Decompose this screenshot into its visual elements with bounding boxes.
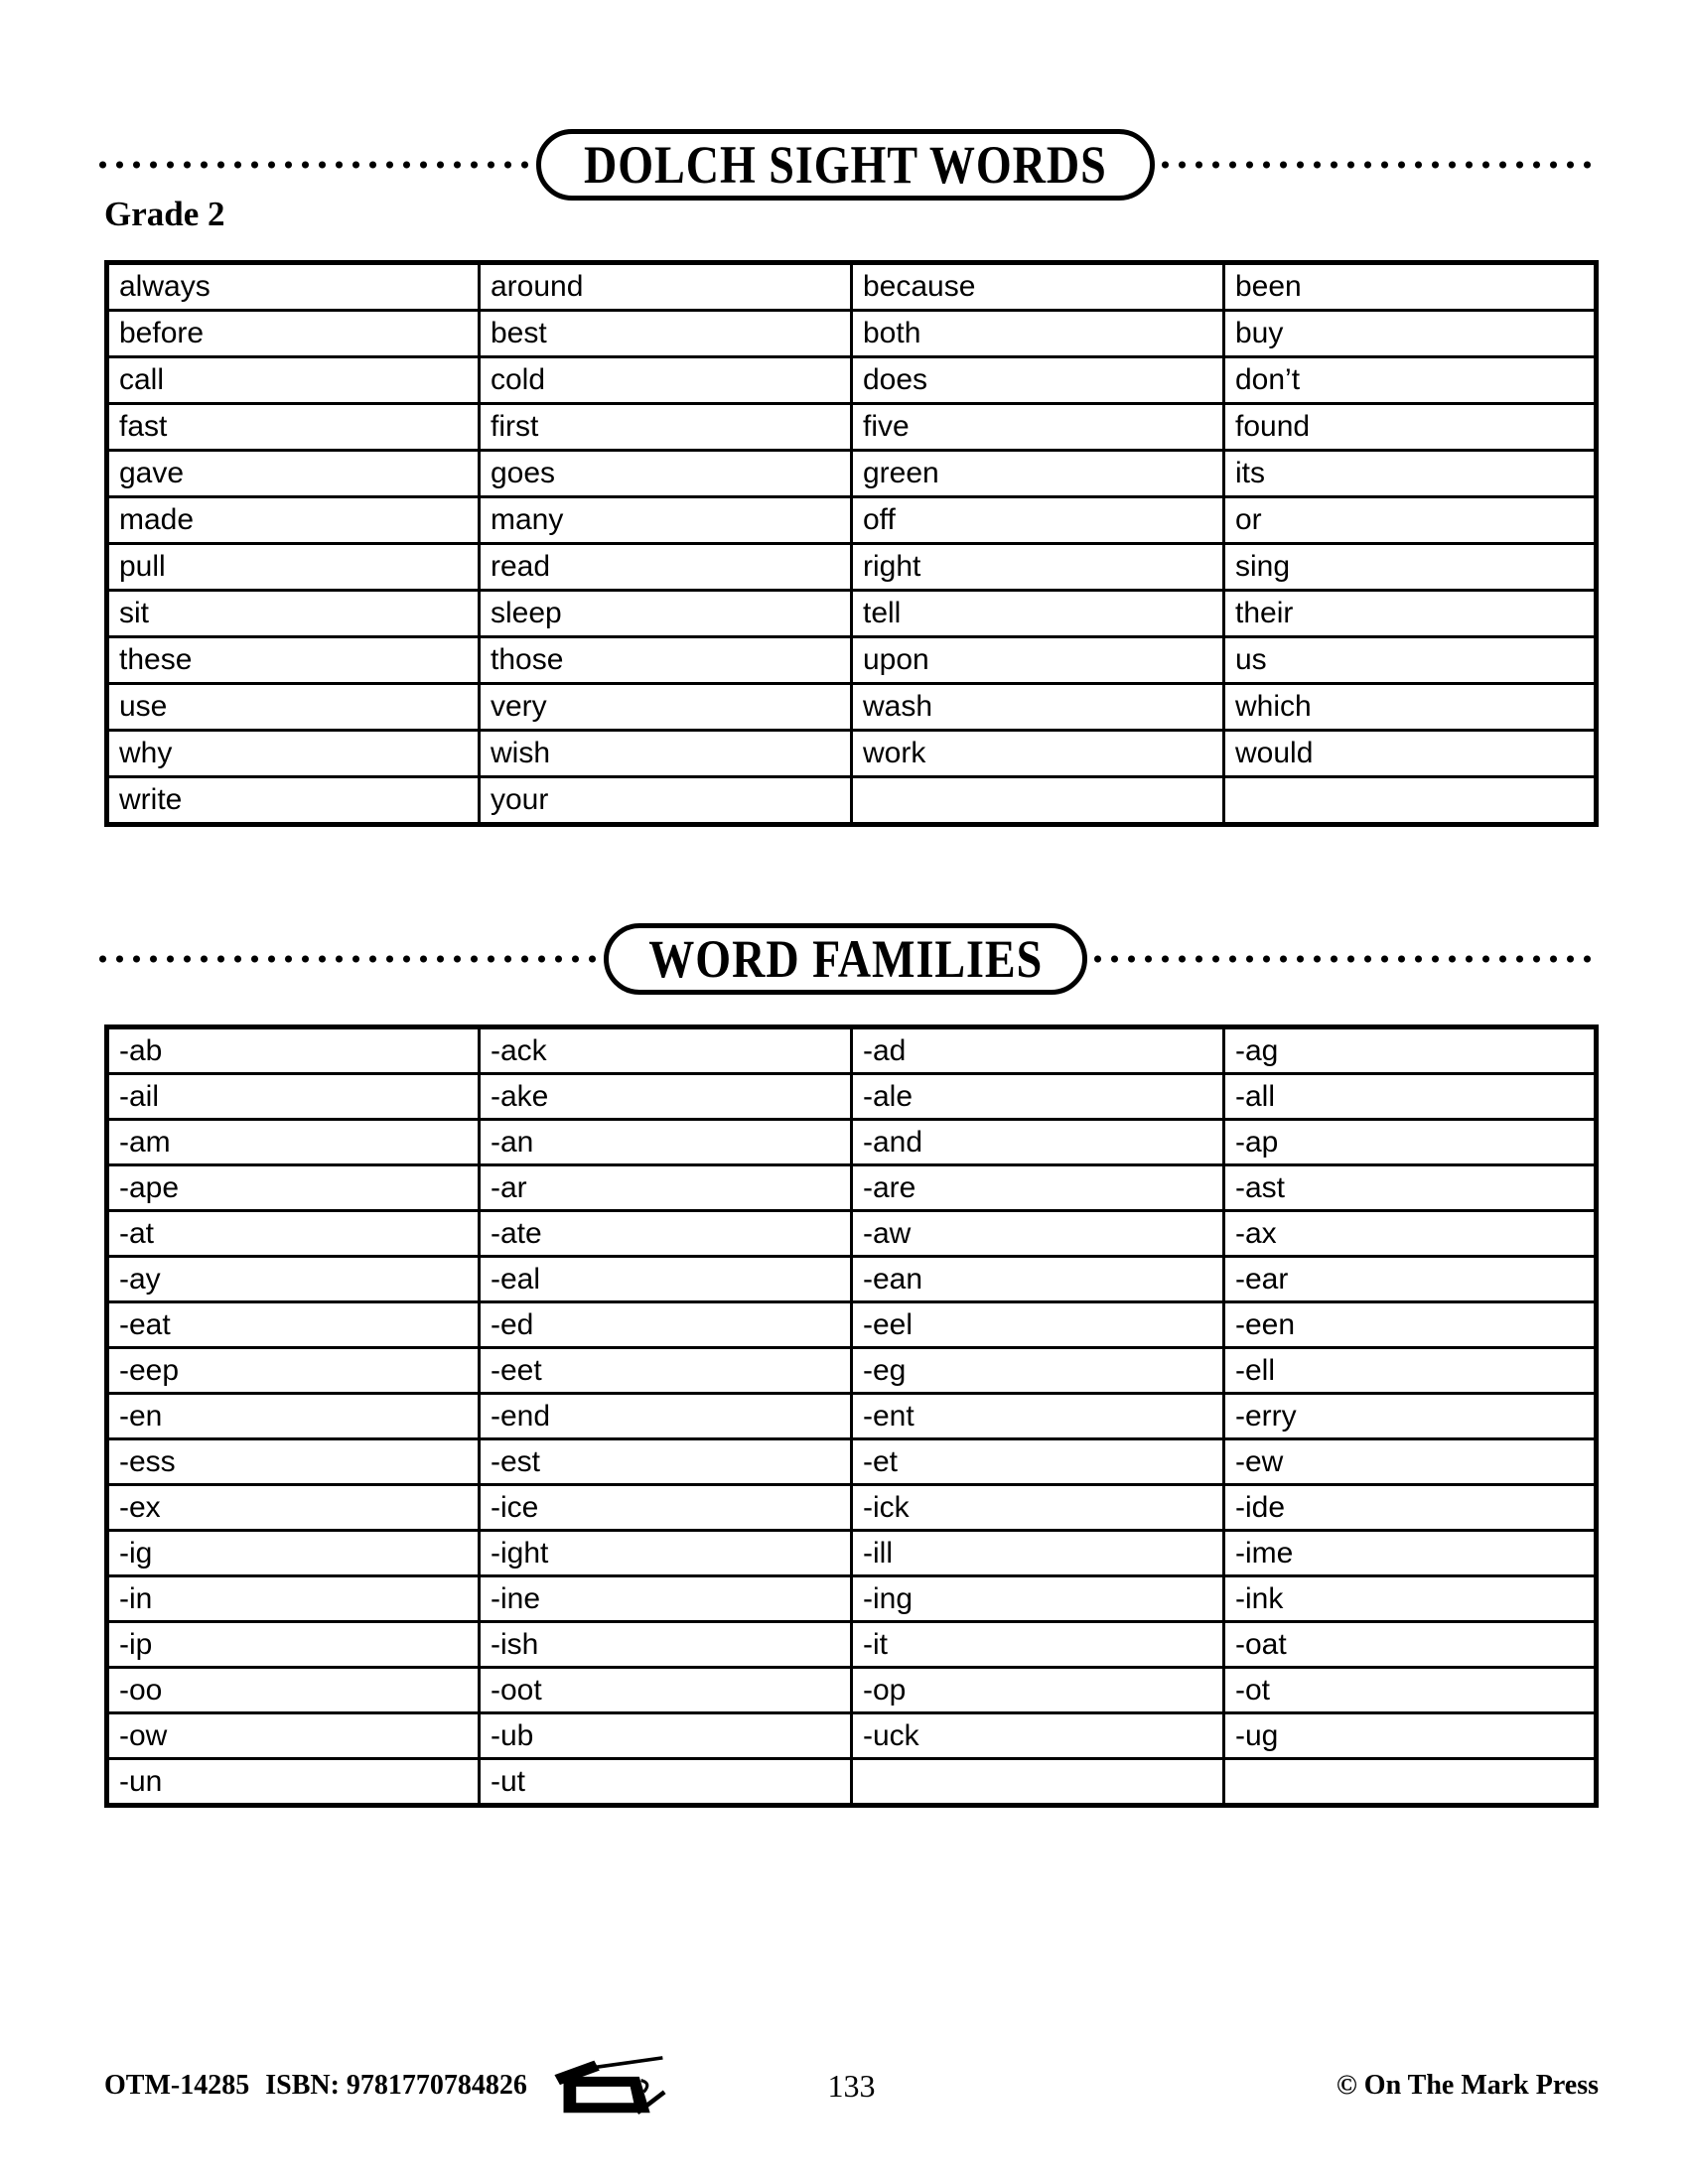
sight-words-banner: [94, 129, 1597, 201]
table-cell: very: [480, 684, 852, 731]
table-cell: around: [480, 263, 852, 311]
table-row: [107, 1211, 1597, 1257]
table-row: [107, 1394, 1597, 1439]
table-cell: -ex: [107, 1485, 480, 1531]
table-cell: off: [852, 497, 1224, 544]
table-cell: its: [1224, 451, 1597, 497]
table-cell: upon: [852, 637, 1224, 684]
table-cell: -ish: [480, 1622, 852, 1668]
table-row: [107, 451, 1597, 497]
table-cell: [1224, 777, 1597, 825]
table-cell: -ent: [852, 1394, 1224, 1439]
table-cell: green: [852, 451, 1224, 497]
table-cell: -end: [480, 1394, 852, 1439]
table-cell: cold: [480, 357, 852, 404]
table-row: [107, 1713, 1597, 1759]
table-cell: -all: [1224, 1074, 1597, 1120]
table-row: [107, 1348, 1597, 1394]
table-cell: -ale: [852, 1074, 1224, 1120]
table-cell: -oat: [1224, 1622, 1597, 1668]
table-cell: right: [852, 544, 1224, 591]
table-cell: -ig: [107, 1531, 480, 1576]
table-cell: -and: [852, 1120, 1224, 1165]
table-cell: -ack: [480, 1027, 852, 1074]
table-cell: work: [852, 731, 1224, 777]
table-cell: -ow: [107, 1713, 480, 1759]
table-row: [107, 1302, 1597, 1348]
table-cell: wish: [480, 731, 852, 777]
table-cell: why: [107, 731, 480, 777]
table-cell: tell: [852, 591, 1224, 637]
table-row: [107, 357, 1597, 404]
copyright-label: © On The Mark Press: [1336, 2070, 1599, 2101]
table-cell: sing: [1224, 544, 1597, 591]
sight-words-title: DOLCH SIGHT WORDS: [584, 135, 1107, 195]
table-row: [107, 544, 1597, 591]
table-cell: -in: [107, 1576, 480, 1622]
table-cell: -eep: [107, 1348, 480, 1394]
table-cell: [852, 1759, 1224, 1806]
table-row: [107, 1668, 1597, 1713]
table-cell: [852, 777, 1224, 825]
table-row: [107, 637, 1597, 684]
table-row: [107, 1120, 1597, 1165]
table-cell: gave: [107, 451, 480, 497]
table-cell: been: [1224, 263, 1597, 311]
table-cell: their: [1224, 591, 1597, 637]
table-cell: -ar: [480, 1165, 852, 1211]
table-cell: sit: [107, 591, 480, 637]
table-cell: -eel: [852, 1302, 1224, 1348]
table-cell: -ed: [480, 1302, 852, 1348]
word-families-banner: [94, 923, 1597, 995]
table-cell: -ate: [480, 1211, 852, 1257]
table-row: [107, 777, 1597, 825]
table-cell: -ing: [852, 1576, 1224, 1622]
table-row: [107, 684, 1597, 731]
table-cell: -ax: [1224, 1211, 1597, 1257]
table-cell: -ine: [480, 1576, 852, 1622]
table-cell: -ub: [480, 1713, 852, 1759]
table-cell: -ake: [480, 1074, 852, 1120]
table-cell: goes: [480, 451, 852, 497]
table-cell: -ick: [852, 1485, 1224, 1531]
table-cell: -ew: [1224, 1439, 1597, 1485]
table-cell: -een: [1224, 1302, 1597, 1348]
table-cell: -eet: [480, 1348, 852, 1394]
table-cell: -ay: [107, 1257, 480, 1302]
table-cell: -ut: [480, 1759, 852, 1806]
table-cell: -ime: [1224, 1531, 1597, 1576]
table-cell: -ab: [107, 1027, 480, 1074]
photocopier-icon: [549, 2055, 666, 2116]
word-families-title-pill: [604, 923, 1087, 995]
table-cell: pull: [107, 544, 480, 591]
table-cell: -ail: [107, 1074, 480, 1120]
table-cell: -ink: [1224, 1576, 1597, 1622]
table-cell: your: [480, 777, 852, 825]
dotted-line-left: [94, 160, 534, 170]
table-cell: -uck: [852, 1713, 1224, 1759]
table-row: [107, 1257, 1597, 1302]
dotted-line-right: [1157, 160, 1597, 170]
page-number: 133: [827, 2067, 876, 2104]
footer: [104, 2051, 1599, 2120]
table-row: [107, 311, 1597, 357]
table-row: [107, 1485, 1597, 1531]
table-cell: -ell: [1224, 1348, 1597, 1394]
table-cell: -en: [107, 1394, 480, 1439]
table-cell: fast: [107, 404, 480, 451]
table-cell: these: [107, 637, 480, 684]
word-families-table: [104, 1024, 1599, 1808]
table-cell: -eat: [107, 1302, 480, 1348]
table-cell: -at: [107, 1211, 480, 1257]
table-cell: -eal: [480, 1257, 852, 1302]
table-cell: would: [1224, 731, 1597, 777]
table-cell: or: [1224, 497, 1597, 544]
table-cell: call: [107, 357, 480, 404]
table-cell: don’t: [1224, 357, 1597, 404]
table-cell: -oot: [480, 1668, 852, 1713]
table-cell: -are: [852, 1165, 1224, 1211]
table-cell: -erry: [1224, 1394, 1597, 1439]
dotted-line-right: [1089, 954, 1597, 964]
table-cell: five: [852, 404, 1224, 451]
table-cell: -ast: [1224, 1165, 1597, 1211]
table-cell: -et: [852, 1439, 1224, 1485]
grade-label: Grade 2: [104, 195, 225, 233]
table-cell: many: [480, 497, 852, 544]
table-row: [107, 263, 1597, 311]
table-cell: -op: [852, 1668, 1224, 1713]
table-cell: -ag: [1224, 1027, 1597, 1074]
table-cell: before: [107, 311, 480, 357]
table-cell: -ess: [107, 1439, 480, 1485]
table-row: [107, 1074, 1597, 1120]
table-cell: sleep: [480, 591, 852, 637]
table-cell: -aw: [852, 1211, 1224, 1257]
table-cell: -ap: [1224, 1120, 1597, 1165]
table-cell: -it: [852, 1622, 1224, 1668]
table-cell: always: [107, 263, 480, 311]
table-row: [107, 591, 1597, 637]
sight-words-table: [104, 260, 1599, 827]
table-cell: made: [107, 497, 480, 544]
table-row: [107, 1576, 1597, 1622]
dotted-line-left: [94, 954, 602, 964]
table-cell: buy: [1224, 311, 1597, 357]
table-cell: which: [1224, 684, 1597, 731]
table-cell: -ad: [852, 1027, 1224, 1074]
table-cell: -ill: [852, 1531, 1224, 1576]
table-cell: -ug: [1224, 1713, 1597, 1759]
table-cell: -est: [480, 1439, 852, 1485]
table-row: [107, 497, 1597, 544]
table-cell: us: [1224, 637, 1597, 684]
table-cell: read: [480, 544, 852, 591]
table-cell: -ean: [852, 1257, 1224, 1302]
table-cell: because: [852, 263, 1224, 311]
word-families-title: WORD FAMILIES: [648, 929, 1043, 989]
sight-words-title-pill: [536, 129, 1155, 201]
table-cell: -ape: [107, 1165, 480, 1211]
table-cell: best: [480, 311, 852, 357]
table-cell: -ide: [1224, 1485, 1597, 1531]
table-row: [107, 1027, 1597, 1074]
table-row: [107, 1531, 1597, 1576]
table-cell: -oo: [107, 1668, 480, 1713]
table-row: [107, 1622, 1597, 1668]
table-cell: -am: [107, 1120, 480, 1165]
table-row: [107, 1759, 1597, 1806]
table-row: [107, 731, 1597, 777]
table-cell: found: [1224, 404, 1597, 451]
product-code: OTM-14285: [104, 2070, 250, 2101]
table-cell: use: [107, 684, 480, 731]
table-cell: -ip: [107, 1622, 480, 1668]
table-row: [107, 404, 1597, 451]
table-cell: both: [852, 311, 1224, 357]
table-cell: -ear: [1224, 1257, 1597, 1302]
table-cell: -an: [480, 1120, 852, 1165]
table-cell: -ot: [1224, 1668, 1597, 1713]
table-cell: -ice: [480, 1485, 852, 1531]
table-cell: -eg: [852, 1348, 1224, 1394]
table-cell: [1224, 1759, 1597, 1806]
table-row: [107, 1165, 1597, 1211]
table-cell: does: [852, 357, 1224, 404]
table-row: [107, 1439, 1597, 1485]
table-cell: -un: [107, 1759, 480, 1806]
table-cell: wash: [852, 684, 1224, 731]
table-cell: those: [480, 637, 852, 684]
table-cell: first: [480, 404, 852, 451]
isbn-label: ISBN: 9781770784826: [265, 2070, 527, 2101]
table-cell: write: [107, 777, 480, 825]
table-cell: -ight: [480, 1531, 852, 1576]
